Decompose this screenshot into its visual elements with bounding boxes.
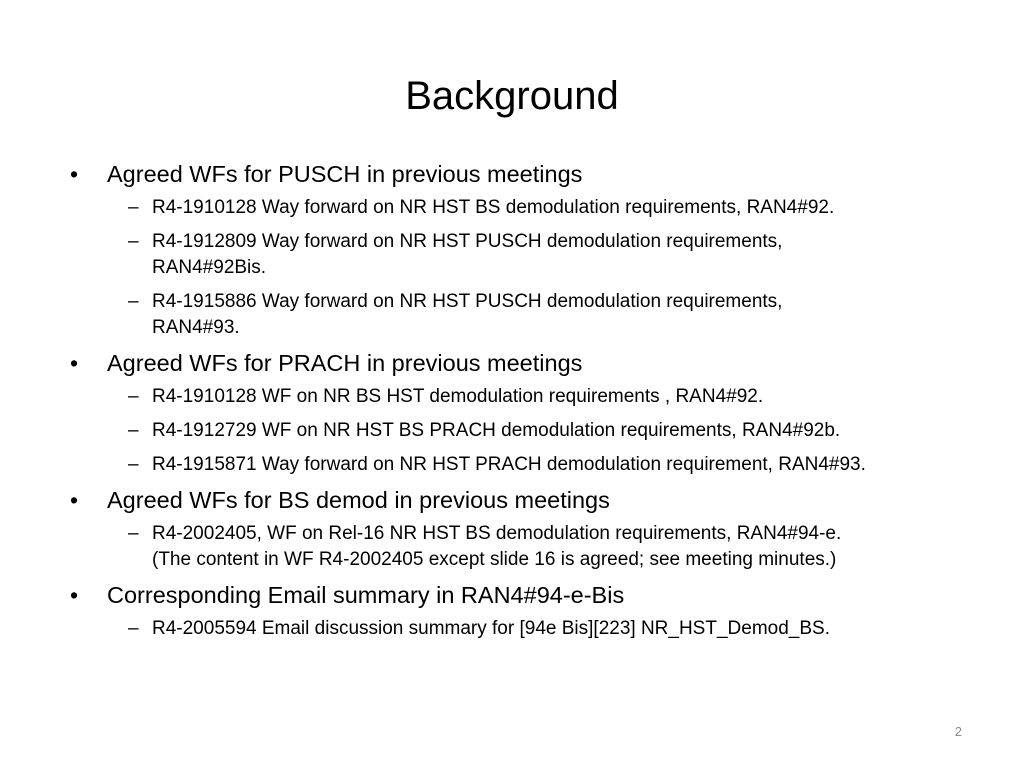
- bullet-heading: • Agreed WFs for PRACH in previous meetings: [107, 350, 583, 376]
- sub-bullet-list: [70, 616, 990, 642]
- sub-bullet-text: RAN4#93.: [152, 317, 240, 338]
- sub-bullet-item: [70, 418, 990, 444]
- bullet-heading: • Agreed WFs for PUSCH in previous meetings: [107, 161, 583, 187]
- slide-body: [70, 160, 990, 650]
- sub-bullet-item: [70, 229, 990, 281]
- sub-bullet-text: – R4-1912729 WF on NR HST BS PRACH demodulation requirements, RAN4#92b.: [152, 420, 841, 441]
- sub-bullet-item: [70, 195, 990, 221]
- sub-bullet-list: [70, 195, 990, 341]
- sub-bullet-item: [70, 384, 990, 410]
- sub-bullet-item: [70, 616, 990, 642]
- sub-bullet-text: – R4-1915886 Way forward on NR HST PUSCH demodulation requirements,: [152, 291, 783, 312]
- slide-title: Background: [405, 74, 619, 118]
- sub-bullet-item: [70, 452, 990, 478]
- bullet-section: [70, 160, 990, 188]
- sub-bullet-text: – R4-2005594 Email discussion summary for [94e Bis][223] NR_HST_Demod_BS.: [152, 618, 830, 639]
- sub-bullet-text: – R4-1912809 Way forward on NR HST PUSCH demodulation requirements,: [152, 231, 783, 252]
- sub-bullet-text: – R4-1910128 WF on NR BS HST demodulation requirements , RAN4#92.: [152, 386, 764, 407]
- page-number: 2: [954, 724, 962, 739]
- bullet-heading: • Corresponding Email summary in RAN4#94-e-Bis: [107, 582, 625, 608]
- bullet-section: [70, 486, 990, 514]
- sub-bullet-text: RAN4#92Bis.: [152, 257, 267, 278]
- sub-bullet-text: (The content in WF R4-2002405 except slide 16 is agreed; see meeting minutes.): [152, 549, 837, 570]
- sub-bullet-item: [70, 521, 990, 573]
- sub-bullet-text: – R4-2002405, WF on Rel-16 NR HST BS demodulation requirements, RAN4#94-e.: [152, 523, 842, 544]
- sub-bullet-item: [70, 289, 990, 341]
- sub-bullet-list: [70, 384, 990, 478]
- bullet-section: [70, 581, 990, 609]
- sub-bullet-text: – R4-1915871 Way forward on NR HST PRACH demodulation requirement, RAN4#93.: [152, 454, 866, 475]
- sub-bullet-text: – R4-1910128 Way forward on NR HST BS demodulation requirements, RAN4#92.: [152, 197, 835, 218]
- bullet-heading: • Agreed WFs for BS demod in previous meetings: [107, 487, 610, 513]
- bullet-section: [70, 349, 990, 377]
- sub-bullet-list: [70, 521, 990, 573]
